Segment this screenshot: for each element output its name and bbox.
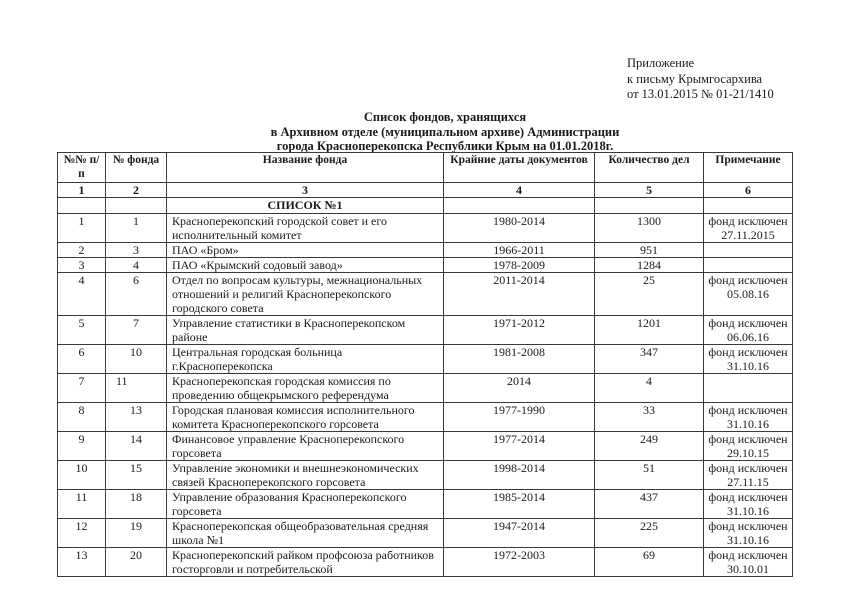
- header-row: [58, 153, 793, 183]
- count-cell: 437: [595, 490, 704, 519]
- fund-name-cell: Управление статистики в Красноперекопском районе: [167, 316, 444, 345]
- header-index: №№ п/п: [58, 153, 106, 183]
- row-index-cell: 2: [58, 243, 106, 258]
- table-row: [58, 461, 793, 490]
- title-line-3: города Красноперекопска Республики Крым на 01.01.2018г.: [276, 139, 614, 153]
- note-cell: фонд исключен 31.10.16: [704, 519, 793, 548]
- fund-name-cell: Красноперекопская городская комиссия по проведению общекрымского референдума: [167, 374, 444, 403]
- header-fund-number: № фонда: [106, 153, 167, 183]
- table-row: [58, 214, 793, 243]
- column-number: 3: [167, 183, 444, 198]
- fund-number-cell: 6: [106, 273, 167, 316]
- fund-name-cell: ПАО «Бром»: [167, 243, 444, 258]
- dates-cell: 1998-2014: [444, 461, 595, 490]
- note-cell: фонд исключен 27.11.15: [704, 461, 793, 490]
- fund-number-cell: 14: [106, 432, 167, 461]
- column-number: 4: [444, 183, 595, 198]
- table-row: [58, 258, 793, 273]
- count-cell: 1300: [595, 214, 704, 243]
- note-cell: фонд исключен 30.10.01: [704, 548, 793, 577]
- dates-cell: 1985-2014: [444, 490, 595, 519]
- count-cell: 51: [595, 461, 704, 490]
- fund-number-cell: 10: [106, 345, 167, 374]
- dates-cell: 1980-2014: [444, 214, 595, 243]
- dates-cell: 1978-2009: [444, 258, 595, 273]
- fund-name-cell: Красноперекопский райком профсоюза работников госторговли и потребительской: [167, 548, 444, 577]
- header-fund-name: Название фонда: [167, 153, 444, 183]
- table-row: [58, 548, 793, 577]
- count-cell: 4: [595, 374, 704, 403]
- fund-name-cell: Отдел по вопросам культуры, межнациональных отношений и религий Красноперекопского городского совета: [167, 273, 444, 316]
- table-row: [58, 273, 793, 316]
- header-note: Примечание: [704, 153, 793, 183]
- note-cell: фонд исключен 27.11.2015: [704, 214, 793, 243]
- count-cell: 951: [595, 243, 704, 258]
- table-row: [58, 345, 793, 374]
- note-cell: фонд исключен 05.08.16: [704, 273, 793, 316]
- fund-number-cell: 18: [106, 490, 167, 519]
- table-row: [58, 432, 793, 461]
- row-index-cell: 7: [58, 374, 106, 403]
- note-cell: фонд исключен 06.06.16: [704, 316, 793, 345]
- row-index-cell: 12: [58, 519, 106, 548]
- header-dates: Крайние даты документов: [444, 153, 595, 183]
- row-index-cell: 10: [58, 461, 106, 490]
- dates-cell: 1977-1990: [444, 403, 595, 432]
- dates-cell: 1981-2008: [444, 345, 595, 374]
- appendix-line-3: от 13.01.2015 № 01-21/1410: [627, 87, 774, 101]
- note-cell: [704, 258, 793, 273]
- title-line-1: Список фондов, хранящихся: [363, 110, 527, 124]
- count-cell: 25: [595, 273, 704, 316]
- note-cell: фонд исключен 31.10.16: [704, 490, 793, 519]
- table-row: [58, 403, 793, 432]
- fund-number-cell: 19: [106, 519, 167, 548]
- column-number: 2: [106, 183, 167, 198]
- fund-number-cell: 20: [106, 548, 167, 577]
- column-number: 1: [58, 183, 106, 198]
- dates-cell: 1947-2014: [444, 519, 595, 548]
- table-row: [58, 374, 793, 403]
- note-cell: фонд исключен 31.10.16: [704, 403, 793, 432]
- count-cell: 249: [595, 432, 704, 461]
- count-cell: 33: [595, 403, 704, 432]
- note-cell: [704, 243, 793, 258]
- fund-name-cell: Красноперекопская общеобразовательная средняя школа №1: [167, 519, 444, 548]
- row-index-cell: 5: [58, 316, 106, 345]
- dates-cell: 1972-2003: [444, 548, 595, 577]
- count-cell: 1284: [595, 258, 704, 273]
- table-row: [58, 243, 793, 258]
- table-row: [58, 519, 793, 548]
- header-count: Количество дел: [595, 153, 704, 183]
- fund-number-cell: 11: [106, 374, 167, 403]
- count-cell: 69: [595, 548, 704, 577]
- note-cell: [704, 374, 793, 403]
- fund-number-cell: 15: [106, 461, 167, 490]
- column-number: 5: [595, 183, 704, 198]
- row-index-cell: 13: [58, 548, 106, 577]
- funds-table: [57, 152, 793, 577]
- row-index-cell: 6: [58, 345, 106, 374]
- fund-number-cell: 4: [106, 258, 167, 273]
- appendix-line-1: Приложение: [627, 56, 695, 70]
- fund-name-cell: ПАО «Крымский содовый завод»: [167, 258, 444, 273]
- row-index-cell: 4: [58, 273, 106, 316]
- note-cell: фонд исключен 31.10.16: [704, 345, 793, 374]
- fund-name-cell: Центральная городская больница г.Красноперекопска: [167, 345, 444, 374]
- count-cell: 1201: [595, 316, 704, 345]
- count-cell: 225: [595, 519, 704, 548]
- dates-cell: 1977-2014: [444, 432, 595, 461]
- fund-number-cell: 1: [106, 214, 167, 243]
- fund-name-cell: Красноперекопский городской совет и его исполнительный комитет: [167, 214, 444, 243]
- appendix-note: [627, 56, 774, 103]
- table-row: [58, 490, 793, 519]
- fund-number-cell: 3: [106, 243, 167, 258]
- fund-name-cell: Управление образования Красноперекопского горсовета: [167, 490, 444, 519]
- row-index-cell: 1: [58, 214, 106, 243]
- column-number-row: [58, 183, 793, 198]
- fund-name-cell: Управление экономики и внешнеэкономических связей Красноперекопского горсовета: [167, 461, 444, 490]
- section-label: СПИСОК №1: [167, 198, 444, 214]
- row-index-cell: 11: [58, 490, 106, 519]
- dates-cell: 1966-2011: [444, 243, 595, 258]
- dates-cell: 1971-2012: [444, 316, 595, 345]
- note-cell: фонд исключен 29.10.15: [704, 432, 793, 461]
- dates-cell: 2011-2014: [444, 273, 595, 316]
- fund-name-cell: Городская плановая комиссия исполнительного комитета Красноперекопского горсовета: [167, 403, 444, 432]
- appendix-line-2: к письму Крымгосархива: [627, 71, 763, 86]
- row-index-cell: 8: [58, 403, 106, 432]
- row-index-cell: 9: [58, 432, 106, 461]
- fund-number-cell: 13: [106, 403, 167, 432]
- fund-name-cell: Финансовое управление Красноперекопского горсовета: [167, 432, 444, 461]
- document-title: [200, 110, 690, 154]
- dates-cell: 2014: [444, 374, 595, 403]
- title-line-2: в Архивном отделе (муниципальном архиве) Администрации: [270, 124, 620, 139]
- count-cell: 347: [595, 345, 704, 374]
- section-row: [58, 198, 793, 214]
- fund-number-cell: 7: [106, 316, 167, 345]
- row-index-cell: 3: [58, 258, 106, 273]
- column-number: 6: [704, 183, 793, 198]
- table-row: [58, 316, 793, 345]
